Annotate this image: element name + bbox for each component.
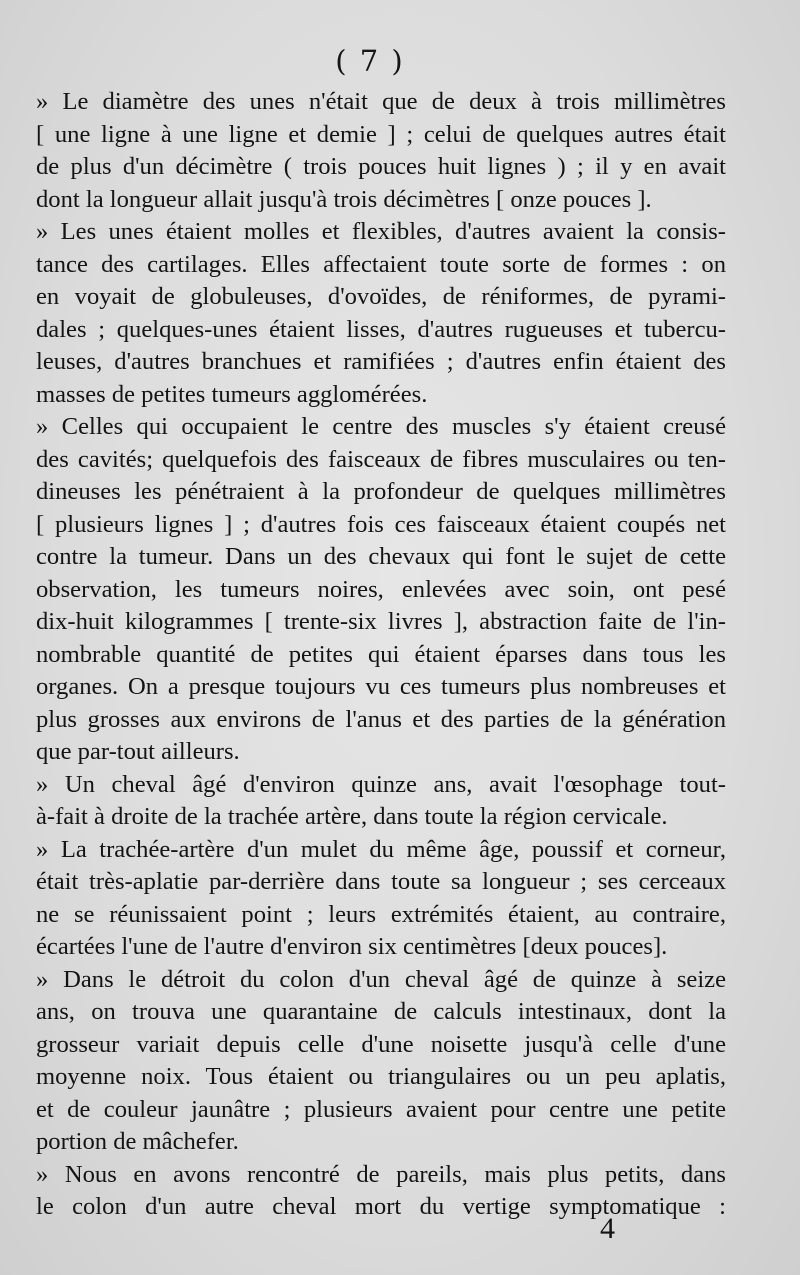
text-line: » Un cheval âgé d'environ quinze ans, avait l'œsophage tout- (36, 770, 726, 798)
text-line: et de couleur jaunâtre ; plusieurs avaient pour centre une petite (36, 1095, 726, 1123)
body-text (36, 86, 726, 1224)
text-line: » Celles qui occupaient le centre des muscles s'y étaient creusé (36, 413, 726, 440)
text-line: [ une ligne à une ligne et demie ] ; celui de quelques autres était (36, 120, 726, 148)
text-line: était très-aplatie par-derrière dans toute sa longueur ; ses cerceaux (36, 868, 726, 895)
text-line: moyenne noix. Tous étaient ou triangulaires ou un peu aplatis, (36, 1063, 726, 1090)
text-line: masses de petites tumeurs agglomérées. (36, 380, 428, 408)
text-line: de plus d'un décimètre ( trois pouces huit lignes ) ; il y en avait (36, 153, 726, 180)
text-line: ne se réunissaient point ; leurs extrémités étaient, au contraire, (36, 900, 726, 928)
text-line: contre la tumeur. Dans un des chevaux qui font le sujet de cette (36, 543, 726, 570)
text-line: » Les unes étaient molles et flexibles, d'autres avaient la consis- (36, 218, 726, 245)
text-line: des cavités; quelquefois des faisceaux de fibres musculaires ou ten- (36, 445, 726, 473)
text-line: dineuses les pénétraient à la profondeur de quelques millimètres (36, 478, 726, 505)
text-line: [ plusieurs lignes ] ; d'autres fois ces faisceaux étaient coupés net (36, 510, 726, 538)
text-line: tance des cartilages. Elles affectaient toute sorte de formes : on (36, 250, 726, 278)
text-line: dix-huit kilogrammes [ trente-six livres ], abstraction faite de l'in- (36, 608, 726, 635)
text-line: nombrable quantité de petites qui étaient éparses dans tous les (36, 640, 726, 668)
text-line: grosseur variait depuis celle d'une noisette jusqu'à celle d'une (36, 1030, 726, 1058)
text-line: écartées l'une de l'autre d'environ six centimètres [deux pouces]. (36, 933, 668, 960)
text-line: » Nous en avons rencontré de pareils, mais plus petits, dans (36, 1160, 726, 1188)
text-line: en voyait de globuleuses, d'ovoïdes, de réniformes, de pyrami- (36, 283, 726, 310)
text-line: à-fait à droite de la trachée artère, dans toute la région cervicale. (36, 803, 668, 830)
text-line: » Dans le détroit du colon d'un cheval âgé de quinze à seize (36, 965, 726, 993)
text-line: dales ; quelques-unes étaient lisses, d'autres rugueuses et tubercu- (36, 315, 726, 343)
text-line: » La trachée-artère d'un mulet du même âge, poussif et corneur, (36, 835, 726, 863)
text-line: plus grosses aux environs de l'anus et des parties de la génération (36, 705, 726, 733)
signature-mark: 4 (600, 1212, 615, 1245)
text-line: ans, on trouva une quarantaine de calculs intestinaux, dont la (36, 998, 726, 1025)
text-line: que par-tout ailleurs. (36, 738, 240, 765)
text-line: » Le diamètre des unes n'était que de deux à trois millimètres (36, 88, 726, 115)
text-line: portion de mâchefer. (36, 1128, 239, 1155)
text-line: le colon d'un autre cheval mort du vertige symptomatique : (36, 1193, 726, 1220)
text-line: organes. On a presque toujours vu ces tumeurs plus nombreuses et (36, 673, 726, 700)
text-line: dont la longueur allait jusqu'à trois décimètres [ onze pouces ]. (36, 185, 652, 213)
text-line: observation, les tumeurs noires, enlevées avec soin, ont pesé (36, 575, 726, 603)
text-line: leuses, d'autres branchues et ramifiées ; d'autres enfin étaient des (36, 348, 726, 375)
page-number: ( 7 ) (335, 44, 405, 78)
